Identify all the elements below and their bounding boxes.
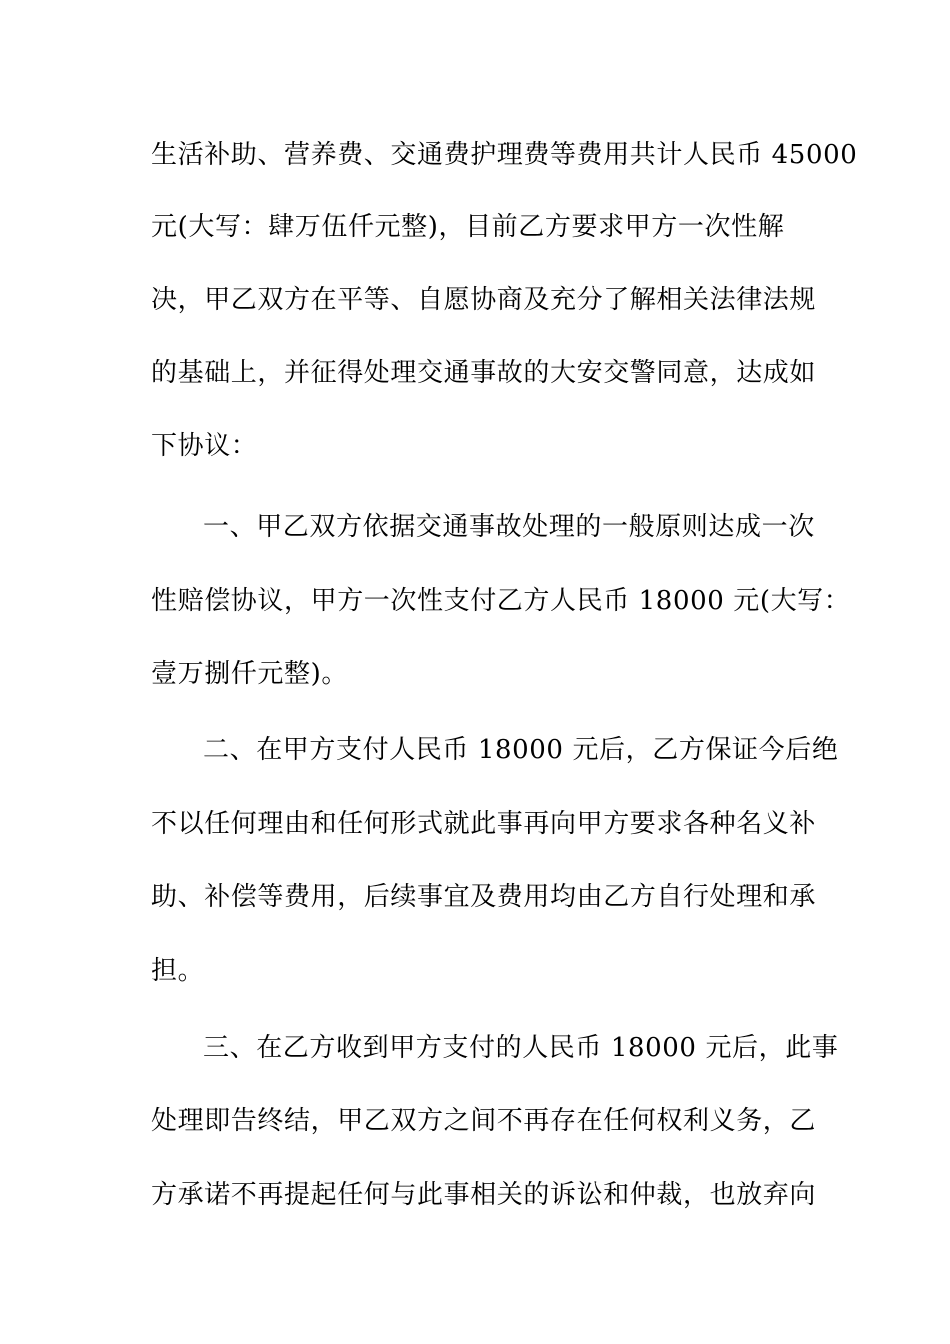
text-line: 方承诺不再提起任何与此事相关的诉讼和仲裁，也放弃向 [151,1180,817,1210]
paragraph-start-line: 三、在乙方收到甲方支付的人民币 18000 元后，此事 [203,1033,839,1063]
text-line: 处理即告终结，甲乙双方之间不再存在任何权利义务，乙 [151,1106,817,1136]
text-line: 性赔偿协议，甲方一次性支付乙方人民币 18000 元(大写： [151,586,851,616]
text-line: 壹万捌仟元整)。 [151,659,348,689]
text-line: 元(大写：肆万伍仟元整)，目前乙方要求甲方一次性解 [151,212,785,242]
paragraph-start-line: 二、在甲方支付人民币 18000 元后，乙方保证今后绝 [203,735,839,765]
text-line: 助、补偿等费用，后续事宜及费用均由乙方自行处理和承 [151,882,817,912]
text-line: 下协议： [151,431,258,461]
text-line: 生活补助、营养费、交通费护理费等费用共计人民币 45000 [151,140,858,170]
text-line: 不以任何理由和任何形式就此事再向甲方要求各种名义补 [151,809,817,839]
paragraph-start-line: 一、甲乙双方依据交通事故处理的一般原则达成一次 [203,512,815,542]
text-line: 决，甲乙双方在平等、自愿协商及充分了解相关法律法规 [151,285,817,315]
text-line: 担。 [151,956,205,986]
text-line: 的基础上，并征得处理交通事故的大安交警同意，达成如 [151,358,817,388]
